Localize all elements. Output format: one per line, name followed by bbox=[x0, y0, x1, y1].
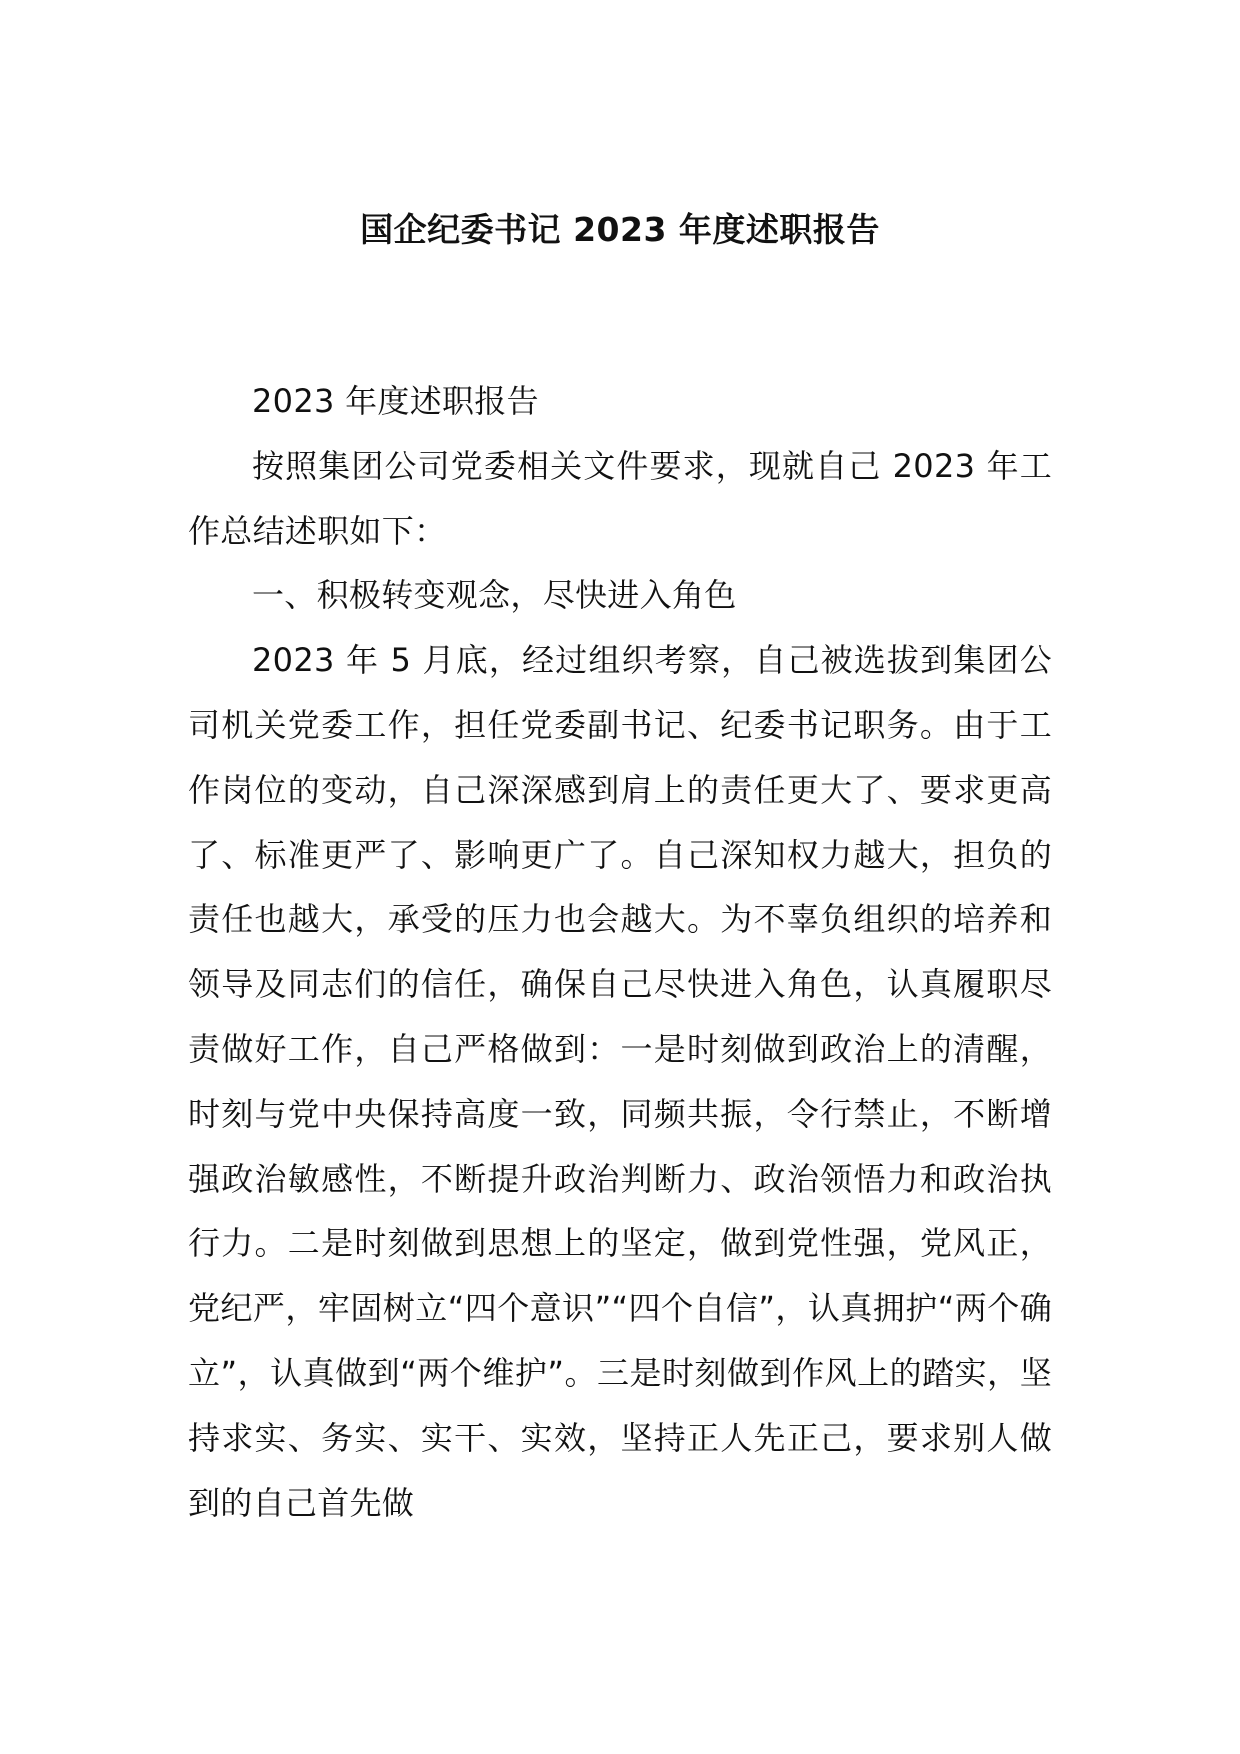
document-title: 国企纪委书记 2023 年度述职报告 bbox=[360, 210, 880, 249]
paragraph-body: 2023 年 5 月底，经过组织考察，自己被选拔到集团公司机关党委工作，担任党委副书记、纪委书记职务。由于工作岗位的变动，自己深深感到肩上的责任更大了、要求更高了、标准更严了、影响更广了。自己深知权力越大，担负的责任也越大，承受的压力也会越大。为不辜负组织的培养和领导及同志们的信任，确保自己尽快进入角色，认真履职尽责做好工作，自己严格做到：一是时刻做到政治上的清醒，时刻与党中央保持高度一致，同频共振，令行禁止，不断增强政治敏感性，不断提升政治判断力、政治领悟力和政治执行力。二是时刻做到思想上的坚定，做到党性强，党风正，党纪严，牢固树立“四个意识”“四个自信”，认真拥护“两个确立”，认真做到“两个维护”。三是时刻做到作风上的踏实，坚持求实、务实、实干、实效，坚持正人先正己，要求别人做到的自己首先做 bbox=[188, 641, 1052, 1522]
paragraph-intro: 按照集团公司党委相关文件要求，现就自己 2023 年工作总结述职如下： bbox=[188, 446, 1052, 550]
section-heading: 一、积极转变观念，尽快进入角色 bbox=[252, 576, 737, 615]
paragraph-subtitle: 2023 年度述职报告 bbox=[252, 382, 539, 420]
document-body bbox=[188, 369, 1052, 1535]
